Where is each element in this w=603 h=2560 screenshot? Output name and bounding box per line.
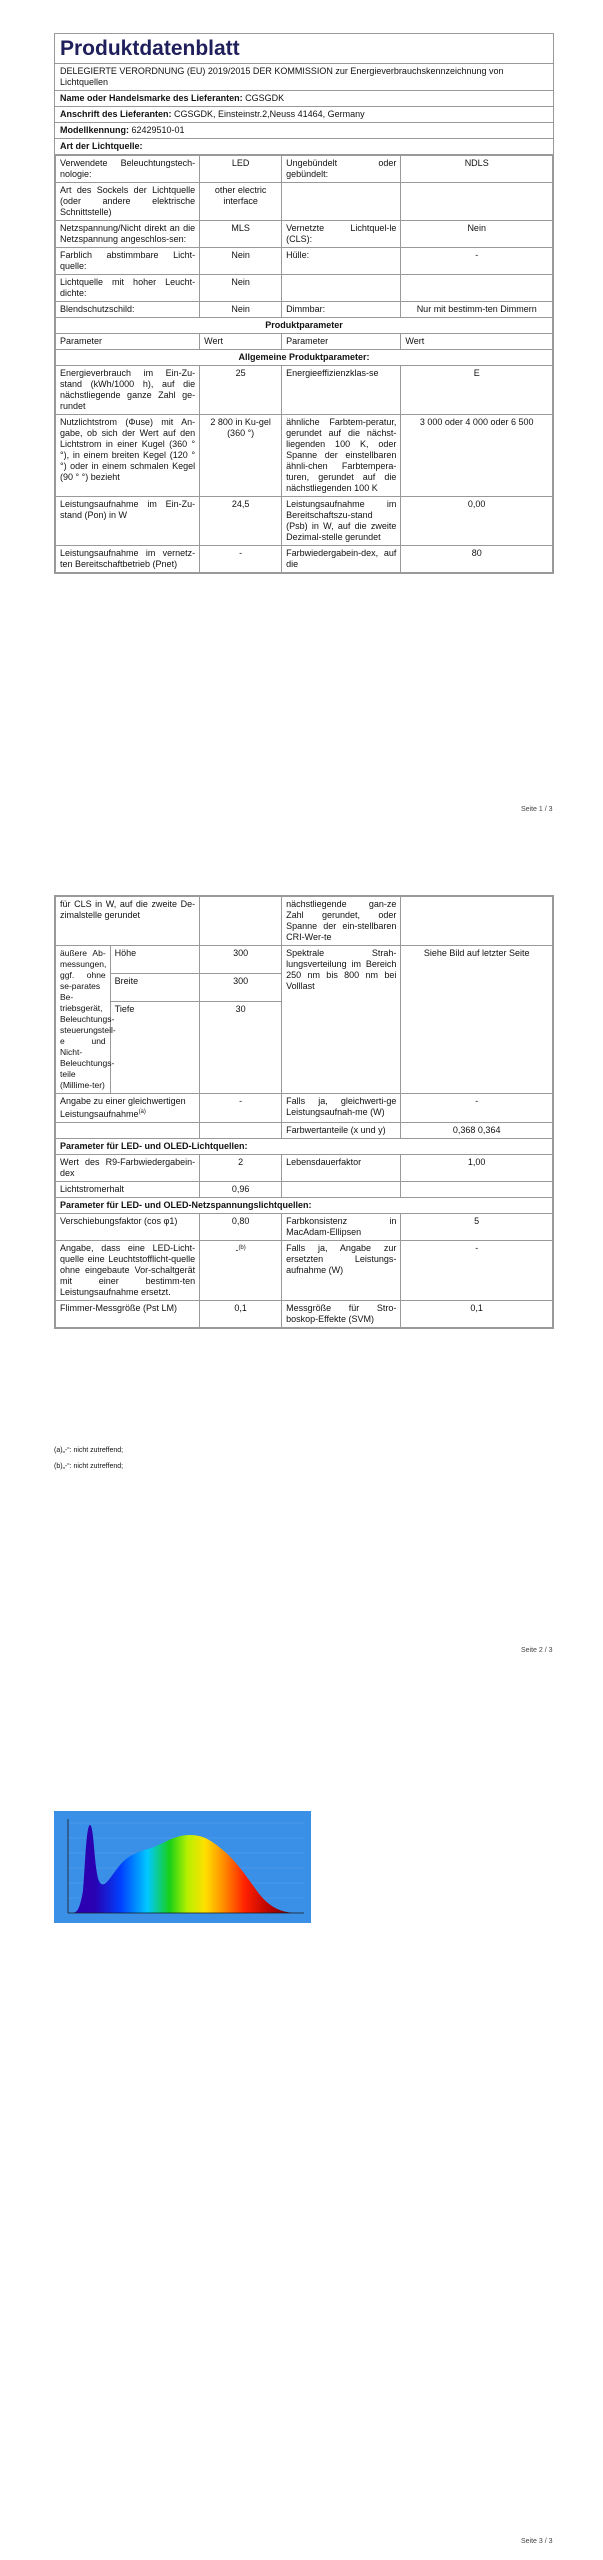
table-row	[56, 1123, 553, 1139]
param-value: 0,80	[200, 1214, 282, 1241]
param-label: ähnliche Farbtem-peratur, gerundet auf die nächst-liegenden 100 K, oder Spanne der einstellbaren ähnli-chen Farbtempera-turen, gerundet auf die nächstliegenden 100 K	[282, 415, 401, 497]
table-row	[56, 183, 553, 221]
param-value: Nein	[200, 248, 282, 275]
column-header: Wert	[200, 334, 282, 350]
supplier-name-value: CGSGDK	[245, 93, 285, 103]
page-1	[0, 0, 603, 830]
table-header-row	[56, 334, 553, 350]
table-row	[56, 497, 553, 546]
param-value: -	[401, 1241, 553, 1301]
param-label	[282, 183, 401, 221]
param-label: Flimmer-Messgröße (Pst LM)	[56, 1301, 200, 1328]
param-label: Dimmbar:	[282, 302, 401, 318]
param-label: Farblich abstimmbare Licht-quelle:	[56, 248, 200, 275]
model-value: 62429510-01	[131, 125, 185, 135]
page-number: Seite 1 / 3	[521, 806, 553, 813]
column-header: Parameter	[56, 334, 200, 350]
page-number: Seite 3 / 3	[521, 2538, 553, 2545]
table-row	[56, 1182, 553, 1198]
table-row	[56, 415, 553, 497]
table-row	[56, 1301, 553, 1328]
param-value	[401, 897, 553, 946]
param-value: other electric interface	[200, 183, 282, 221]
param-value: -	[401, 248, 553, 275]
param-value: 2 800 in Ku-gel (360 °)	[200, 415, 282, 497]
param-label: Vernetzte Lichtquel-le (CLS):	[282, 221, 401, 248]
param-label	[282, 275, 401, 302]
table-row	[56, 302, 553, 318]
param-value: Nur mit bestimm-ten Dimmern	[401, 302, 553, 318]
param-label: Leistungsaufnahme im Ein-Zu-stand (Pon) in W	[56, 497, 200, 546]
param-value: E	[401, 366, 553, 415]
param-value: 2	[200, 1155, 282, 1182]
footnote-b: (b)„-“: nicht zutreffend;	[54, 1463, 124, 1470]
table-row	[56, 546, 553, 573]
equiv-label: Angabe zu einer gleichwertigen Leistungsaufnahme	[60, 1096, 186, 1119]
param-value: -	[200, 1094, 282, 1123]
param-value: 0,00	[401, 497, 553, 546]
param-label: Messgröße für Stro-boskop-Effekte (SVM)	[282, 1301, 401, 1328]
table-row	[56, 1214, 553, 1241]
param-value: NDLS	[401, 156, 553, 183]
table-row	[56, 1241, 553, 1301]
param-value: Nein	[401, 221, 553, 248]
param-label	[282, 1182, 401, 1198]
datasheet-page-2	[54, 895, 554, 1329]
param-value: Nein	[200, 275, 282, 302]
param-value: 80	[401, 546, 553, 573]
led-params-heading: Parameter für LED- und OLED-Lichtquellen:	[56, 1139, 553, 1155]
param-label: für CLS in W, auf die zweite De-zimalstelle gerundet	[56, 897, 200, 946]
param-label: Leistungsaufnahme im vernetz-ten Bereitschaftbetrieb (Pnet)	[56, 546, 200, 573]
table-row	[56, 248, 553, 275]
param-value: 24,5	[200, 497, 282, 546]
footnote-ref: (a)	[138, 1109, 146, 1115]
param-label: Farbwiedergabein-dex, auf die	[282, 546, 401, 573]
footnote-a: (a)„-“: nicht zutreffend;	[54, 1447, 124, 1454]
dimension-value: 300	[200, 946, 282, 974]
param-value: 5	[401, 1214, 553, 1241]
table-row	[56, 1094, 553, 1123]
param-label: Art des Sockels der Lichtquelle (oder andere elektrische Schnittstelle)	[56, 183, 200, 221]
param-label: Leistungsaufnahme im Bereitschaftszu-stand (Psb) in W, auf die zweite Dezimal-stelle gerundet	[282, 497, 401, 546]
regulation-text: DELEGIERTE VERORDNUNG (EU) 2019/2015 DER KOMMISSION zur Energieverbrauchskennzeichnung von Lichtquellen	[55, 64, 553, 91]
light-source-type-table	[55, 155, 553, 573]
supplier-address-row	[55, 107, 553, 123]
param-value	[401, 183, 553, 221]
params-continued-table	[55, 896, 553, 1328]
param-value	[200, 1241, 282, 1301]
param-label: Netzspannung/Nicht direkt an die Netzspannung angeschlos-sen:	[56, 221, 200, 248]
param-value: 0,1	[401, 1301, 553, 1328]
param-value	[401, 275, 553, 302]
param-label: Verwendete Beleuchtungstech-nologie:	[56, 156, 200, 183]
footnote-ref: (b)	[238, 1245, 246, 1251]
dimension-name: Breite	[110, 974, 199, 1002]
param-label: Energieverbrauch im Ein-Zu-stand (kWh/1000 h), auf die nächstliegende ganze Zahl ge-rundet	[56, 366, 200, 415]
param-value: 0,96	[200, 1182, 282, 1198]
table-row	[56, 946, 553, 974]
table-row	[56, 897, 553, 946]
param-label: Energieeffizienzklas-se	[282, 366, 401, 415]
dimension-value: 300	[200, 974, 282, 1002]
table-row	[56, 366, 553, 415]
param-label: Lichtstromerhalt	[56, 1182, 200, 1198]
param-label: Angabe, dass eine LED-Licht-quelle eine Leuchtstofflicht-quelle ohne eingebaute Vor-schaltgerät mit einer bestimm-ten Leistungsaufnahme ersetzt.	[56, 1241, 200, 1301]
supplier-name-label: Name oder Handelsmarke des Lieferanten:	[60, 93, 243, 103]
param-value	[200, 897, 282, 946]
model-label: Modellkennung:	[60, 125, 129, 135]
dimension-name: Tiefe	[110, 1002, 199, 1094]
param-label: Lebensdauerfaktor	[282, 1155, 401, 1182]
param-value: LED	[200, 156, 282, 183]
page-number: Seite 2 / 3	[521, 1647, 553, 1654]
param-value: 1,00	[401, 1155, 553, 1182]
param-label: Ungebündelt oder gebündelt:	[282, 156, 401, 183]
param-label	[56, 1094, 200, 1123]
table-row	[56, 350, 553, 366]
param-label: Falls ja, gleichwerti-ge Leistungsaufnah-me (W)	[282, 1094, 401, 1123]
param-value: 25	[200, 366, 282, 415]
param-label: nächstliegende gan-ze Zahl gerundet, oder Spanne der ein-stellbaren CRI-Wer-te	[282, 897, 401, 946]
table-row	[56, 318, 553, 334]
param-label: Farbwertanteile (x und y)	[282, 1123, 401, 1139]
param-label: Lichtquelle mit hoher Leucht-dichte:	[56, 275, 200, 302]
param-label	[56, 1123, 200, 1139]
supplier-name-row	[55, 91, 553, 107]
page-3	[0, 1670, 603, 2560]
table-row	[56, 1139, 553, 1155]
param-label: Blendschutzschild:	[56, 302, 200, 318]
column-header: Wert	[401, 334, 553, 350]
datasheet-page-1	[54, 33, 554, 574]
param-value: 0,1	[200, 1301, 282, 1328]
param-value: Nein	[200, 302, 282, 318]
model-row	[55, 123, 553, 139]
param-value	[401, 1182, 553, 1198]
param-label: Hülle:	[282, 248, 401, 275]
document-title: Produktdatenblatt	[55, 34, 553, 64]
param-label: Wert des R9-Farbwiedergabein-dex	[56, 1155, 200, 1182]
param-label: Farbkonsistenz in MacAdam-Ellipsen	[282, 1214, 401, 1241]
param-value: 3 000 oder 4 000 oder 6 500	[401, 415, 553, 497]
table-row	[56, 1155, 553, 1182]
param-value	[200, 1123, 282, 1139]
param-value: -	[200, 546, 282, 573]
spectral-value: Siehe Bild auf letzter Seite	[401, 946, 553, 1094]
table-row	[56, 221, 553, 248]
light-source-type-heading: Art der Lichtquelle:	[55, 139, 553, 155]
dimensions-label: äußere Ab-messungen, ggf. ohne se-parates Be-triebsgerät, Beleuchtungs-steuerungsteil-e und Nicht-Beleuchtungs-teile (Millime-ter)	[56, 946, 111, 1094]
page-2	[0, 830, 603, 1670]
dimension-value: 30	[200, 1002, 282, 1094]
param-label: Falls ja, Angabe zur ersetzten Leistungs-aufnahme (W)	[282, 1241, 401, 1301]
general-params-heading: Allgemeine Produktparameter:	[56, 350, 553, 366]
param-label: Nutzlichtstrom (Φuse) mit An-gabe, ob sich der Wert auf den Lichtstrom in einer Kugel (360 ° °), in einem breiten Kegel (120 ° °) oder in einem schmalen Kegel (90 ° °) bezieht	[56, 415, 200, 497]
dimension-name: Höhe	[110, 946, 199, 974]
replace-value: -	[235, 1245, 239, 1255]
table-row	[56, 275, 553, 302]
param-value: 0,368 0,364	[401, 1123, 553, 1139]
param-label: Verschiebungsfaktor (cos φ1)	[56, 1214, 200, 1241]
mains-params-heading: Parameter für LED- und OLED-Netzspannungslichtquellen:	[56, 1198, 553, 1214]
param-value: -	[401, 1094, 553, 1123]
product-params-heading: Produktparameter	[56, 318, 553, 334]
table-row	[56, 1198, 553, 1214]
table-row	[56, 156, 553, 183]
column-header: Parameter	[282, 334, 401, 350]
supplier-address-value: CGSGDK, Einsteinstr.2,Neuss 41464, Germany	[174, 109, 365, 119]
spectral-distribution-image	[54, 1811, 311, 1923]
param-value: MLS	[200, 221, 282, 248]
supplier-address-label: Anschrift des Lieferanten:	[60, 109, 172, 119]
spectral-label: Spektrale Strah-lungsverteilung im Bereich 250 nm bis 800 nm bei Volllast	[282, 946, 401, 1094]
